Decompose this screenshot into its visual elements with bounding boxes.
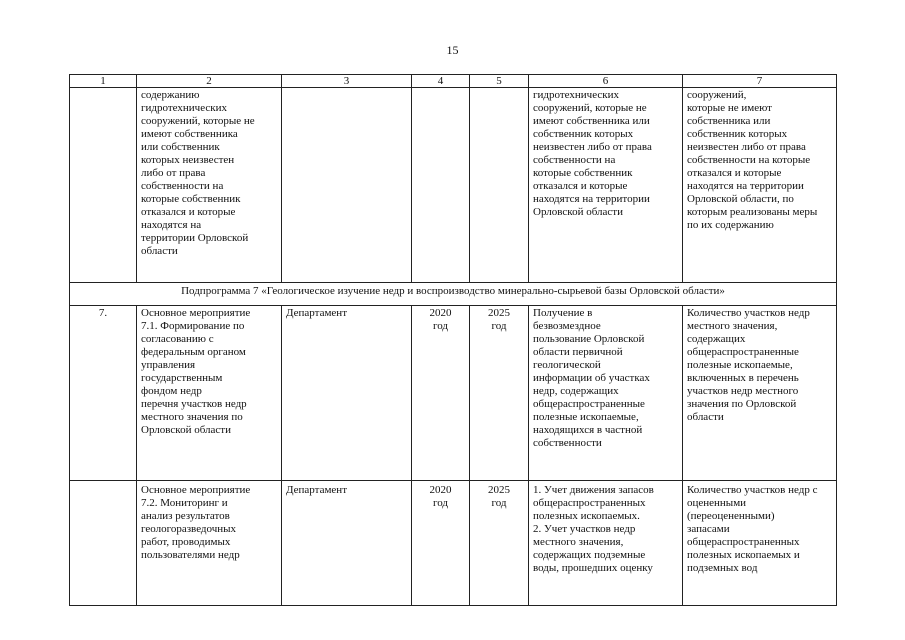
- table-row: [70, 306, 837, 481]
- measure-cell: Основное мероприятие 7.2. Мониторинг и анализ результатов геологоразведочных работ, проводимых пользователями недр: [137, 481, 282, 606]
- measure-cell: содержанию гидротехнических сооружений, которые не имеют собственника или собственник которых неизвестен либо от права собственности на которые собственник отказался и которые находятся на территории Орловской области: [137, 88, 282, 283]
- end-year-cell: 2025 год: [470, 481, 529, 606]
- executor-cell: Департамент: [282, 306, 412, 481]
- measure-cell: Основное мероприятие 7.1. Формирование по согласованию с федеральным органом управления государственным фондом недр перечня участков недр местного значения по Орловской области: [137, 306, 282, 481]
- executor-cell: [282, 88, 412, 283]
- end-year-cell: 2025 год: [470, 306, 529, 481]
- row-number-cell: 7.: [70, 306, 137, 481]
- row-number-cell: [70, 481, 137, 606]
- expected-result-cell: 1. Учет движения запасов общераспространенных полезных ископаемых. 2. Учет участков недр местного значения, содержащих подземные воды, прошедших оценку: [529, 481, 683, 606]
- column-number: 3: [282, 75, 412, 88]
- column-number: 4: [412, 75, 470, 88]
- table-row-continuation: [70, 88, 837, 283]
- indicator-cell: сооружений, которые не имеют собственника или собственник которых неизвестен либо от права собственности на которые отказался и которые находятся на территории Орловской области, по которым реализованы меры по их содержанию: [683, 88, 837, 283]
- expected-result-cell: Получение в безвозмездное пользование Орловской области первичной геологической информации об участках недр, содержащих общераспространенные полезные ископаемые, находящихся в частной собственности: [529, 306, 683, 481]
- start-year-cell: 2020 год: [412, 306, 470, 481]
- column-number: 7: [683, 75, 837, 88]
- table-row: [70, 481, 837, 606]
- page-number: 15: [446, 43, 459, 57]
- subprogram-row: [70, 283, 837, 306]
- indicator-cell: Количество участков недр с оцененными (переоцененными) запасами общераспространенных полезных ископаемых и подземных вод: [683, 481, 837, 606]
- column-number-row: [70, 75, 837, 88]
- subprogram-title: Подпрограмма 7 «Геологическое изучение недр и воспроизводство минерально-сырьевой базы Орловской области»: [70, 283, 837, 306]
- executor-cell: Департамент: [282, 481, 412, 606]
- end-year-cell: [470, 88, 529, 283]
- program-table: [69, 74, 837, 606]
- column-number: 1: [70, 75, 137, 88]
- column-number: 2: [137, 75, 282, 88]
- row-number-cell: [70, 88, 137, 283]
- column-number: 5: [470, 75, 529, 88]
- column-number: 6: [529, 75, 683, 88]
- indicator-cell: Количество участков недр местного значения, содержащих общераспространенные полезные ископаемые, включенных в перечень участков недр местного значения по Орловской области: [683, 306, 837, 481]
- start-year-cell: [412, 88, 470, 283]
- start-year-cell: 2020 год: [412, 481, 470, 606]
- expected-result-cell: гидротехнических сооружений, которые не имеют собственника или собственник которых неизвестен либо от права собственности на которые собственник отказался и которые находятся на территории Орловской области: [529, 88, 683, 283]
